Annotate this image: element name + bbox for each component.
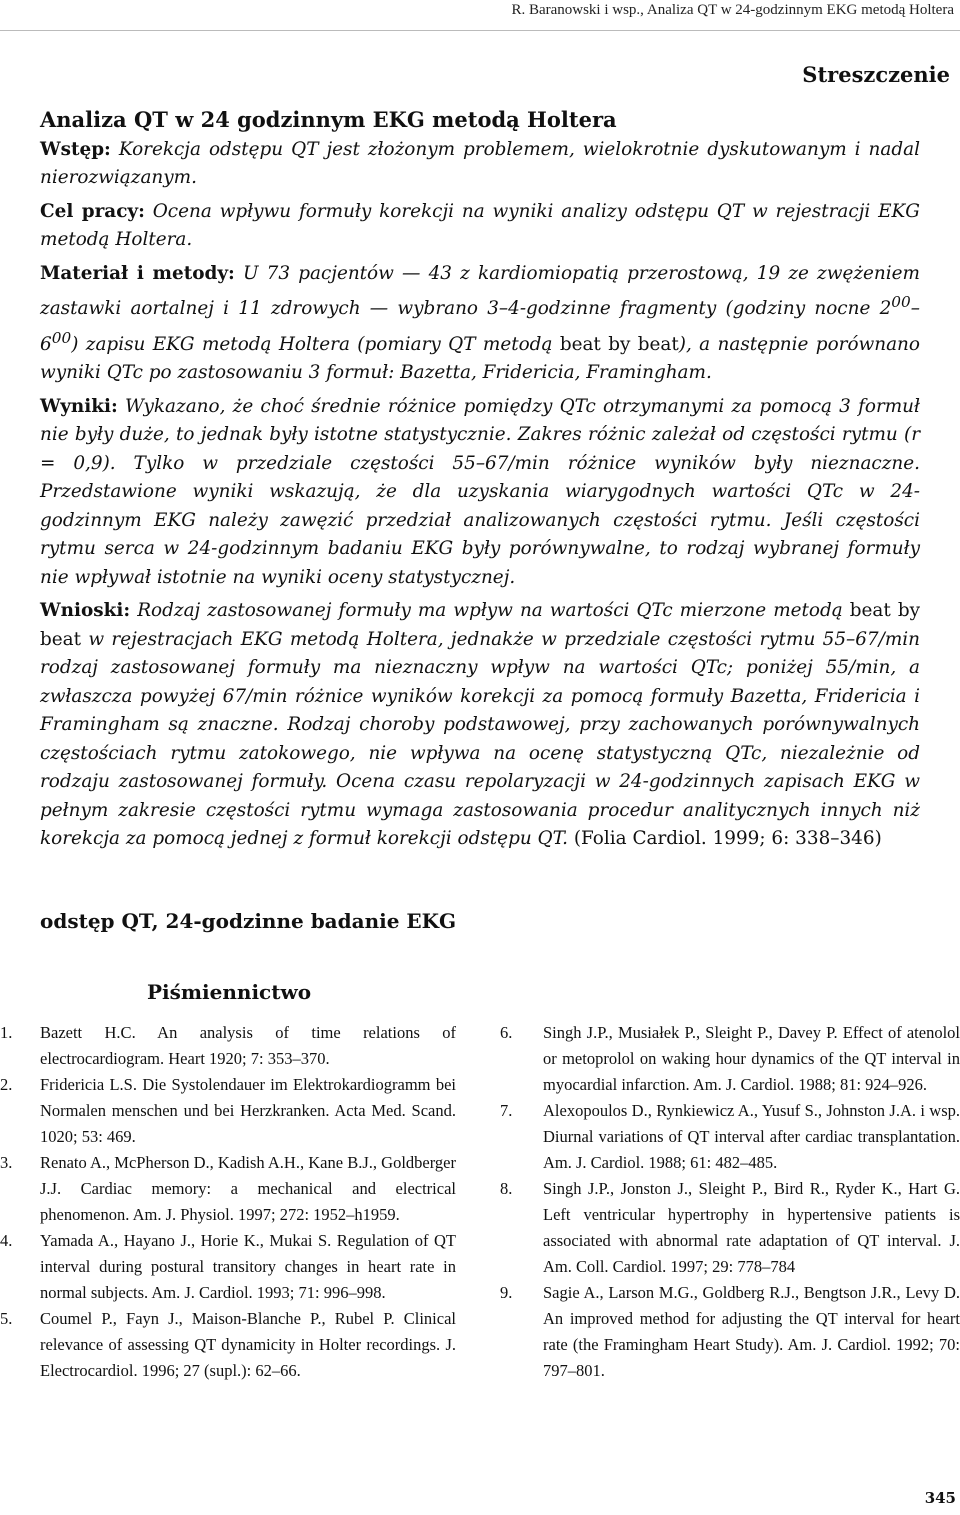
abstract-intro bbox=[40, 136, 920, 193]
references-heading: Piśmiennictwo bbox=[147, 980, 312, 1004]
citation: (Folia Cardiol. 1999; 6: 338–346) bbox=[573, 828, 882, 850]
methods-text: U 73 pacjentów — 43 z kardiomiopatią przerostową, 19 ze zwężeniem zastawki aortalnej i 11 zdrowych — wybrano 3–4-godzinne fragmenty (godziny nocne $2^{00}-6^{00}$) zapisu EKG metodą Holtera (pomiary QT metodą bbox=[40, 262, 920, 355]
results-label: Wyniki: bbox=[40, 395, 118, 417]
methods-label: Materiał i metody: bbox=[40, 262, 235, 284]
conclusions-text-2: w rejestracjach EKG metodą Holtera, jednakże w przedziale częstości rytmu 55–67/min rodzaj zastosowanej formuły ma nieznaczny wpływ na wartości QTc; poniżej 55/min, a zwłaszcza powyżej 67/min różnice wyników korekcji za pomocą formuły Bazetta, Fridericia i Framingham są znaczne. Rodzaj choroby podstawowej, przy zachowanych porównywalnych częstościach rytmu zatokowego, nie wpływa na ocenę statystyczną QTc, niezależnie od rodzaju zastosowanej formuły. Ocena czasu repolaryzacji w 24-godzinnych zapisach EKG w pełnym zakresie częstości rytmu wymaga zastosowania procedur analitycznych innych niż korekcja za pomocą jednej z formuł korekcji odstępu QT. bbox=[40, 628, 920, 850]
methods-term: beat by beat bbox=[559, 333, 679, 355]
abstract-methods: Materiał i metody: U 73 pacjentów — 43 z kardiomiopatią przerostową, 19 ze zwężeniem zastawki aortalnej i 11 zdrowych — wybrano 3–4-godzinne fragmenty (godziny nocne $2^{00}-6^{00}$) zapisu EKG metodą Holtera (pomiary QT metodą beat by beat), a następnie porównano wyniki QTc po zastosowaniu 3 formuł: Bazetta, Fridericia, Framingham. bbox=[40, 262, 920, 384]
reference-item: 7. Alexopoulos D., Rynkiewicz A., Yusuf S., Johnston J.A. i wsp. Diurnal variations of QT interval after cardiac transplantation. Am. J. Cardiol. 1988; 61: 482–485. bbox=[500, 1101, 960, 1172]
intro-label: Wstęp: bbox=[40, 138, 111, 160]
header-divider bbox=[0, 30, 960, 31]
reference-item: 5. Coumel P., Fayn J., Maison-Blanche P., Rubel P. Clinical relevance of assessing QT dynamicity in Holter recordings. J. Electrocardiol. 1996; 27 (supl.): 62–66. bbox=[0, 1309, 456, 1380]
keywords: odstęp QT, 24-godzinne badanie EKG bbox=[40, 909, 457, 933]
aim-text: Ocena wpływu formuły korekcji na wyniki analizy odstępu QT w rejestracji EKG metodą Holtera. bbox=[40, 200, 920, 250]
abstract-aim bbox=[40, 198, 920, 255]
conclusions-term: beat by beat bbox=[40, 600, 920, 650]
reference-item: 4. Yamada A., Hayano J., Horie K., Mukai S. Regulation of QT interval during postural transitory changes in heart rate in normal subjects. Am. J. Cardiol. 1993; 71: 996–998. bbox=[0, 1231, 456, 1302]
results-text: Wykazano, że choć średnie różnice pomiędzy QTc otrzymanymi za pomocą 3 formuł nie były duże, to jednak były istotne statystycznie. Zakres różnic zależał od częstości rytmu (r = 0,9). Tylko w przedziale częstości 55–67/min różnice wyników były nieznaczne. Przedstawione wyniki wskazują, że dla uzyskania wiarygodnych wartości QTc w 24-godzinnym EKG należy zawęzić przedział analizowanych częstości rytmu. Jeśli częstości rytmu serca w 24-godzinnym badaniu EKG były porównywalne, to rodzaj wybranej formuły nie wpływał istotnie na wyniki oceny statystycznej. bbox=[40, 395, 920, 588]
abstract-title: Analiza QT w 24 godzinnym EKG metodą Holtera bbox=[40, 107, 617, 132]
abstract-conclusions bbox=[40, 597, 920, 854]
abstract-heading: Streszczenie bbox=[802, 62, 950, 87]
running-head: R. Baranowski i wsp., Analiza QT w 24-godzinnym EKG metodą Holtera bbox=[511, 2, 954, 18]
abstract-results bbox=[40, 393, 920, 593]
reference-item: 1. Bazett H.C. An analysis of time relations of electrocardiogram. Heart 1920; 7: 353–370. bbox=[0, 1023, 456, 1068]
reference-item: 9. Sagie A., Larson M.G., Goldberg R.J., Bengtson J.R., Levy D. An improved method for adjusting the QT interval for heart rate (the Framingham Heart Study). Am. J. Cardiol. 1992; 70: 797–801. bbox=[500, 1283, 960, 1380]
reference-item: 2. Fridericia L.S. Die Systolendauer im Elektrokardiogramm bei Normalen menschen und bei Herzkranken. Acta Med. Scand. 1020; 53: 469. bbox=[0, 1075, 456, 1146]
references-right-column bbox=[500, 1020, 960, 1384]
page-number: 345 bbox=[924, 1489, 956, 1507]
intro-text: Korekcja odstępu QT jest złożonym problemem, wielokrotnie dyskutowanym i nadal nierozwiązanym. bbox=[40, 138, 920, 188]
reference-item: 3. Renato A., McPherson D., Kadish A.H., Kane B.J., Goldberger J.J. Cardiac memory: a mechanical and electrical phenomenon. Am. J. Physiol. 1997; 272: 1952–h1959. bbox=[0, 1153, 456, 1224]
conclusions-text-1: Rodzaj zastosowanej formuły ma wpływ na wartości QTc mierzone metodą bbox=[137, 600, 843, 622]
references-left-column bbox=[0, 1020, 456, 1384]
abstract-body bbox=[40, 106, 920, 859]
conclusions-label: Wnioski: bbox=[40, 600, 131, 622]
aim-label: Cel pracy: bbox=[40, 200, 145, 222]
reference-item: 8. Singh J.P., Jonston J., Sleight P., Bird R., Ryder K., Hart G. Left ventricular hypertrophy in hypertensive patients is associated with abnormal rate adaptation of QT interval. J. Am. Coll. Cardiol. 1997; 29: 778–784 bbox=[500, 1179, 960, 1276]
reference-item: 6. Singh J.P., Musiałek P., Sleight P., Davey P. Effect of atenolol or metoprolol on waking hour dynamics of the QT interval in myocardial infarction. Am. J. Cardiol. 1988; 81: 924–926. bbox=[500, 1023, 960, 1094]
